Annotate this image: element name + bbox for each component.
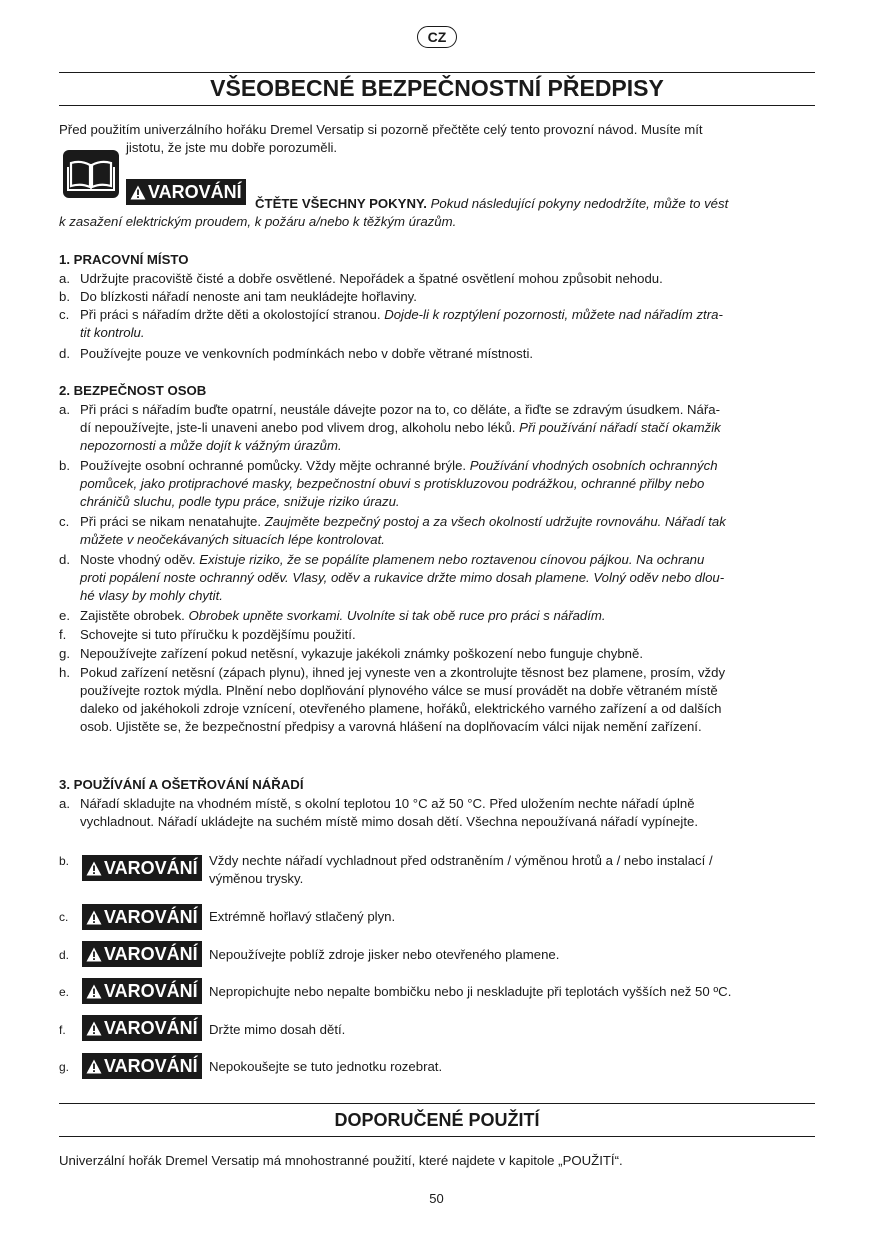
item-text: vychladnout. Nářadí ukládejte na suchém místě mimo dosah dětí. Všechna nepoužívaná nářadí vypínejte. [80,814,698,829]
item-italic-cont: chráničů sluchu, podle typu práce, snižuje riziko úrazu. [80,494,400,509]
section-1-item-b [59,288,815,306]
section-2-item-a [59,401,815,455]
warning-badge-b [82,855,202,881]
intro-line-2: jistotu, že jste mu dobře porozuměli. [126,140,338,155]
warning-row-g-letter: g. [59,1060,70,1074]
section-2-item-d [59,551,815,605]
item-text: daleko od jakéhokoli zdroje vznícení, otevřeného plamene, hořáků, elektrického varného zařízení a od dalších [80,701,722,716]
item-text: Do blízkosti nářadí nenoste ani tam neukládejte hořlaviny. [80,289,417,304]
item-italic-cont: tit kontrolu. [80,325,145,340]
warning-badge-d [82,941,202,967]
item-letter: e. [59,608,70,623]
intro-line-1: Před použitím univerzálního hořáku Dremel Versatip si pozorně přečtěte celý tento provozní návod. Musíte mít [59,122,703,137]
item-text: Nářadí skladujte na vhodném místě, s okolní teplotou 10 °C až 50 °C. Před uložením nechte nářadí úplně [80,796,695,811]
section-1-heading: 1. PRACOVNÍ MÍSTO [59,252,189,267]
item-text: Při práci s nářadím držte děti a okolostojící stranou. [80,307,381,322]
recommended-text: Univerzální hořák Dremel Versatip má mnohostranné použití, které najdete v kapitole „POUŽITÍ“. [59,1153,623,1168]
item-text: osob. Ujistěte se, že bezpečnostní předpisy a varovná hlášení na doplňovacím válci nijak nemění zařízení. [80,719,702,734]
section-2-item-g [59,645,815,663]
item-letter: b. [59,458,70,473]
section-2-item-e [59,607,815,625]
section-2-item-f [59,626,815,644]
title-rule-bottom [59,105,815,106]
read-all-italic-1: Pokud následující pokyny nedodržíte, může to vést [430,196,729,211]
warning-label: VAROVÁNÍ [104,981,198,1001]
item-text: používejte roztok mýdla. Plnění nebo doplňování plynového válce se musí provádět na dobře větraném místě [80,683,718,698]
section-2-heading: 2. BEZPEČNOST OSOB [59,383,207,398]
item-text: Používejte osobní ochranné pomůcky. Vždy mějte ochranné brýle. [80,458,467,473]
item-letter: c. [59,514,70,529]
section-2-item-c [59,513,815,549]
item-letter: g. [59,646,70,661]
section-1-item-c [59,306,815,342]
warning-label: VAROVÁNÍ [148,182,242,202]
recommended-rule-bottom [59,1136,815,1137]
warning-triangle-icon [86,910,102,925]
section-1-item-d [59,345,815,363]
warning-row-d-letter: d. [59,948,70,962]
warning-row-g-text: Nepokoušejte se tuto jednotku rozebrat. [209,1059,443,1074]
item-letter: a. [59,796,70,811]
read-all-line-1 [255,195,815,213]
item-italic: Obrobek upněte svorkami. Uvolníte si tak obě ruce pro práci s nářadím. [188,608,606,623]
section-1-item-a [59,270,815,288]
item-letter: f. [59,627,67,642]
item-letter: b. [59,289,70,304]
item-italic: Dojde-li k rozptýlení pozornosti, můžete nad nářadím ztra- [384,307,723,322]
section-3-heading: 3. POUŽÍVÁNÍ A OŠETŘOVÁNÍ NÁŘADÍ [59,777,304,792]
item-italic-cont: pomůcek, jako protiprachové masky, bezpečnostní obuvi s protiskluzovou podrážkou, ochranné přilby nebo [80,476,705,491]
item-text: Udržujte pracoviště čisté a dobře osvětlené. Nepořádek a špatné osvětlení mohou způsobit nehodu. [80,271,663,286]
warning-triangle-icon [86,1021,102,1036]
page-number: 50 [429,1191,444,1206]
warning-text: výměnou trysky. [209,871,304,886]
item-letter: h. [59,665,70,680]
item-italic-cont: můžete v neočekávaných situacích lépe kontrolovat. [80,532,385,547]
item-text: Používejte pouze ve venkovních podmínkách nebo v dobře větrané místnosti. [80,346,534,361]
warning-row-b-text [209,852,809,888]
warning-triangle-icon [86,947,102,962]
item-italic: Při používání nářadí stačí okamžik [519,420,721,435]
warning-badge-g [82,1053,202,1079]
item-italic: Používání vhodných osobních ochranných [469,458,718,473]
item-text: Schovejte si tuto příručku k pozdějšímu použití. [80,627,356,642]
item-italic: Existuje riziko, že se popálíte plamenem nebo roztavenou cínovou pájkou. Na ochranu [199,552,705,567]
warning-label: VAROVÁNÍ [104,907,198,927]
item-text: dí nepoužívejte, jste-li unaveni anebo pod vlivem drog, alkoholu nebo léků. [80,420,516,435]
item-text: Při práci s nářadím buďte opatrní, neustále dávejte pozor na to, co děláte, a řiďte se zdravým úsudkem. Nářa- [80,402,721,417]
item-letter: d. [59,552,70,567]
recommended-heading: DOPORUČENÉ POUŽITÍ [334,1110,540,1130]
warning-triangle-icon [86,1059,102,1074]
section-2-item-h [59,664,815,736]
warning-row-e-letter: e. [59,985,70,999]
item-letter: a. [59,271,70,286]
warning-row-c-letter: c. [59,910,69,924]
warning-text: Vždy nechte nářadí vychladnout před odstraněním / výměnou hrotů a / nebo instalací / [209,853,713,868]
warning-triangle-icon [86,984,102,999]
warning-badge-f [82,1015,202,1041]
warning-row-f-letter: f. [59,1023,66,1037]
read-all-line-2: k zasažení elektrickým proudem, k požáru a/nebo k těžkým úrazům. [59,214,457,229]
warning-label: VAROVÁNÍ [104,1018,198,1038]
warning-row-f-text: Držte mimo dosah dětí. [209,1022,346,1037]
warning-triangle-icon [86,861,102,876]
warning-label: VAROVÁNÍ [104,858,198,878]
language-badge: CZ [417,26,457,48]
item-letter: a. [59,402,70,417]
item-text: Noste vhodný oděv. [80,552,196,567]
warning-badge-e [82,978,202,1004]
item-text: Zajistěte obrobek. [80,608,185,623]
item-letter: d. [59,346,70,361]
item-italic-cont: nepozornosti a může dojít k vážným úrazům. [80,438,342,453]
item-italic-cont: proti popálení noste ochranný oděv. Vlasy, oděv a rukavice držte mimo dosah plamene. Volný oděv nebo dlou- [80,570,725,585]
warning-row-e-text: Nepropichujte nebo nepalte bombičku nebo ji neskladujte při teplotách vyšších než 50 ºC. [209,984,732,999]
item-italic-cont: hé vlasy by mohly chytit. [80,588,223,603]
section-3-item-a [59,795,815,831]
item-letter: c. [59,307,70,322]
warning-triangle-icon [130,185,146,200]
warning-badge-c [82,904,202,930]
warning-label: VAROVÁNÍ [104,944,198,964]
warning-row-c-text: Extrémně hořlavý stlačený plyn. [209,909,396,924]
item-text: Při práci se nikam nenatahujte. [80,514,262,529]
section-2-item-b [59,457,815,511]
recommended-rule-top [59,1103,815,1104]
item-text: Pokud zařízení netěsní (zápach plynu), ihned jej vyneste ven a zkontrolujte těsnost bez plamene, prosím, vždy [80,665,726,680]
read-all-bold: ČTĚTE VŠECHNY POKYNY. [255,196,427,211]
item-italic: Zaujměte bezpečný postoj a za všech okolností udržujte rovnováhu. Nářadí tak [264,514,726,529]
warning-row-b-letter: b. [59,854,70,868]
warning-row-d-text: Nepoužívejte poblíž zdroje jisker nebo otevřeného plamene. [209,947,560,962]
warning-label: VAROVÁNÍ [104,1056,198,1076]
warning-badge-main [126,179,246,205]
page-title: VŠEOBECNÉ BEZPEČNOSTNÍ PŘEDPISY [210,75,664,101]
book-icon [63,150,119,198]
item-text: Nepoužívejte zařízení pokud netěsní, vykazuje jakékoli známky poškození nebo funguje chybně. [80,646,644,661]
